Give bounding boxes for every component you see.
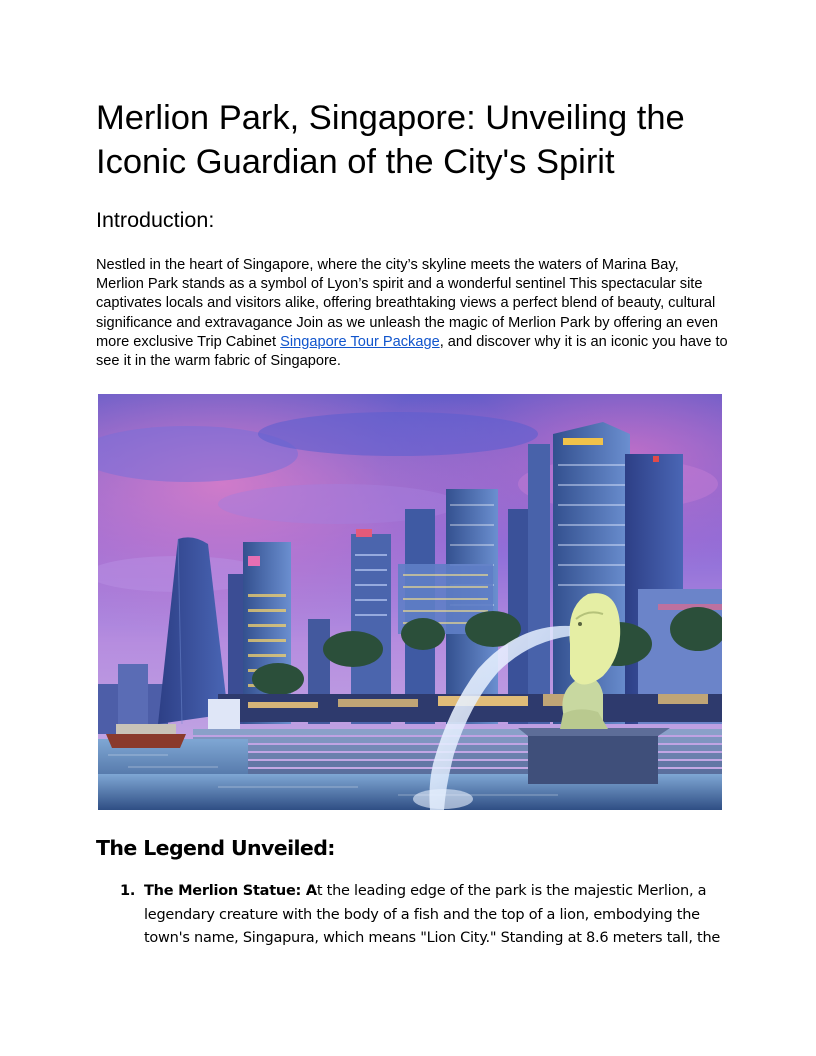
singapore-tour-package-link[interactable]: Singapore Tour Package — [280, 333, 440, 350]
list-item — [116, 880, 726, 951]
list-item-term: The Merlion Statue: A — [144, 883, 317, 899]
legend-heading: The Legend Unveiled: — [96, 836, 335, 860]
legend-list — [116, 880, 726, 951]
introduction-paragraph — [96, 256, 728, 371]
merlion-skyline-photo — [98, 394, 722, 810]
list-item-number: 1. — [120, 883, 136, 899]
list-item-text: t the leading edge of the park is the majestic Merlion, a legendary creature with the body of a fish and the top of a lion, embodying the town's name, Singapura, which means "Lion City." Standing at 8.6 meters tall, the — [144, 883, 721, 946]
intro-text-after-link: , and discover why it is an iconic you have to see it in the warm fabric of Singapore. — [96, 333, 728, 370]
page-title: Merlion Park, Singapore: Unveiling the Iconic Guardian of the City's Spirit — [96, 99, 685, 181]
intro-text-before-link: Nestled in the heart of Singapore, where the city’s skyline meets the waters of Marina Bay, Merlion Park stands as a symbol of Lyon’s spirit and a wonderful sentinel This spectacular site captivates locals and visitors alike, offering breathtaking views a perfect blend of beauty, cultural significance and extravagance Join as we unleash the magic of Merlion Park by offering an even more exclusive Trip Cabinet — [96, 257, 718, 350]
introduction-heading: Introduction: — [96, 208, 215, 232]
